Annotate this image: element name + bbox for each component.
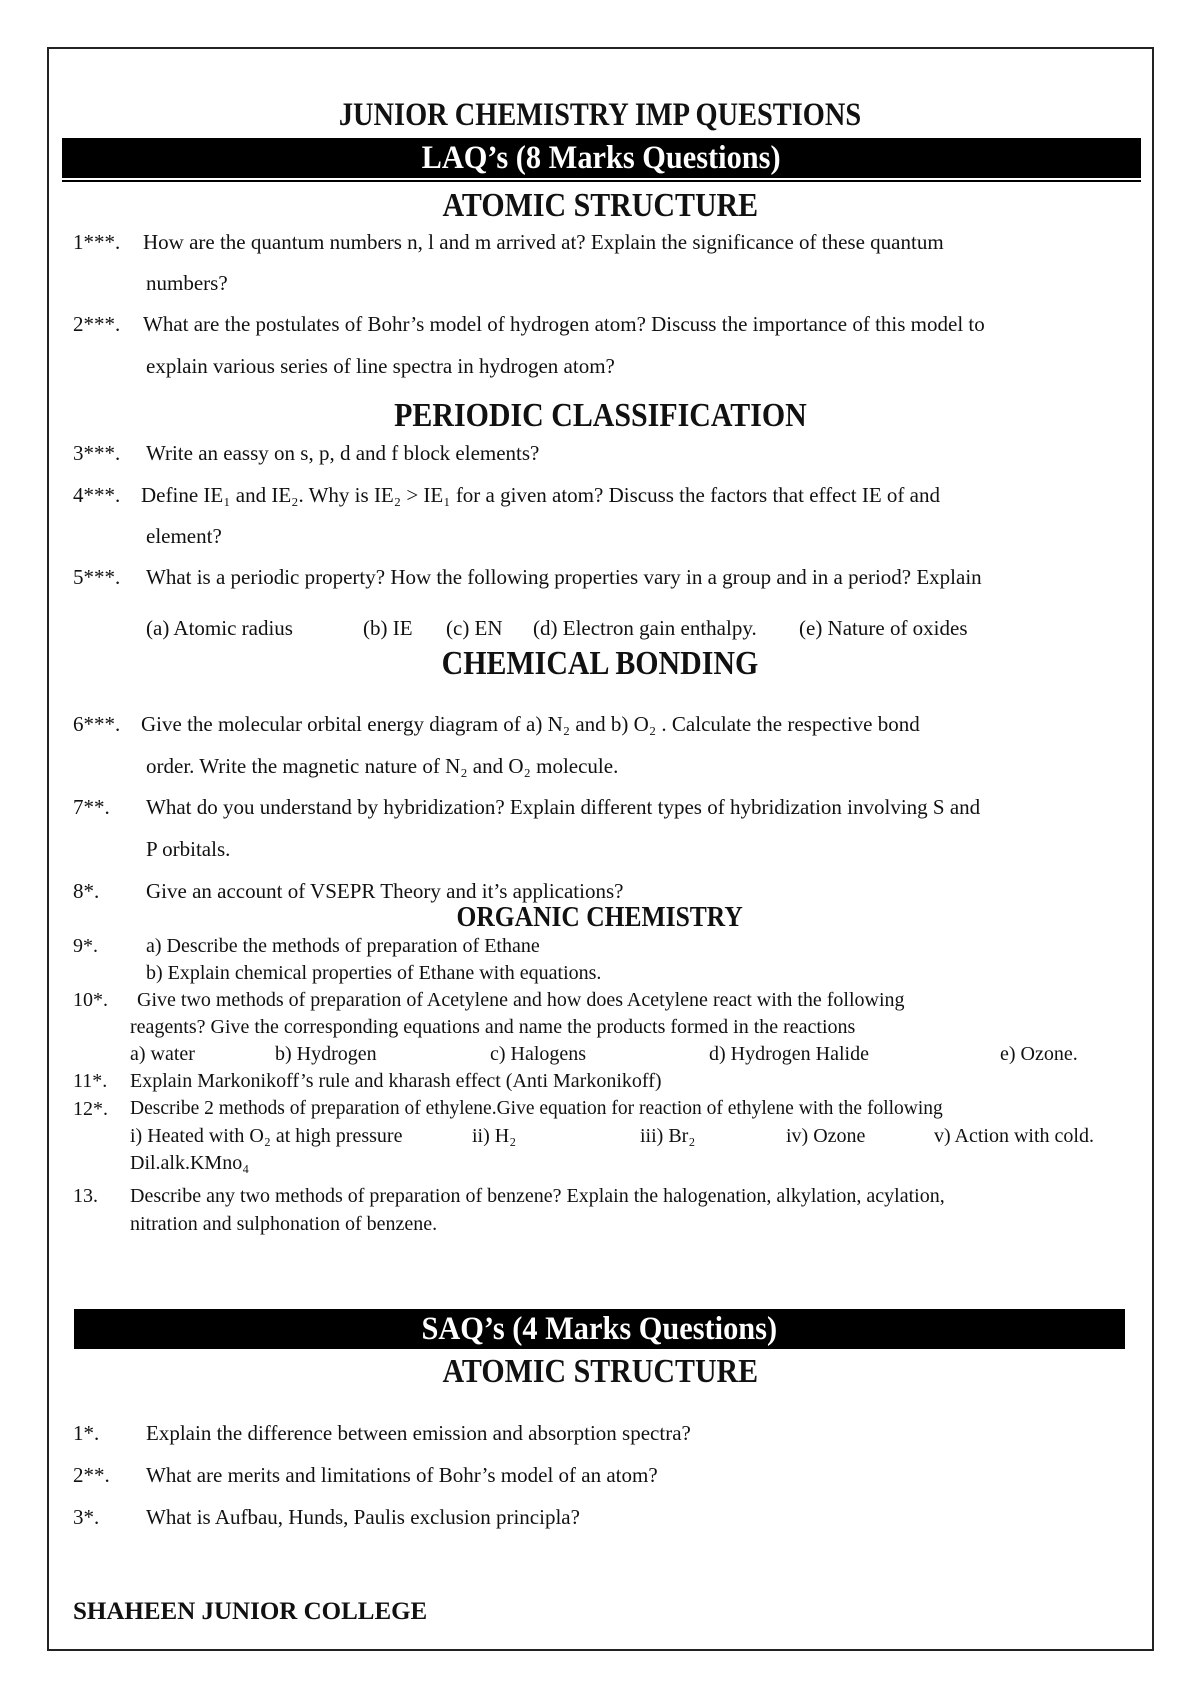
question-text: element? [146,524,222,548]
question-text: Give an account of VSEPR Theory and it’s applications? [146,879,624,903]
option-text: v) Action with cold. [934,1125,1094,1147]
option-text: a) water [130,1043,195,1065]
question-text: P orbitals. [146,837,231,861]
question-text: What do you understand by hybridization? Explain different types of hybridization involving S and [146,795,981,819]
question-text: Give the molecular orbital energy diagram of a) N₂ and b) O₂ . Calculate the respective bond [141,712,920,736]
question-number: 11*. [73,1070,108,1092]
question-text: Define IE₁ and IE₂. Why is IE₂ > IE₁ for a given atom? Discuss the factors that effect IE of and [141,483,940,507]
question-number: 4***. [73,483,121,507]
question-number: 7**. [73,795,110,819]
question-number: 5***. [73,565,121,589]
option-text: (c) EN [446,616,503,640]
question-number: 3***. [73,441,121,465]
question-number: 8*. [73,879,100,903]
question-text: Explain Markonikoff’s rule and kharash effect (Anti Markonikoff) [130,1070,662,1092]
option-text: (e) Nature of oxides [799,616,968,640]
option-text: d) Hydrogen Halide [709,1043,869,1065]
question-text: What is Aufbau, Hunds, Paulis exclusion principla? [146,1505,580,1529]
option-text: iv) Ozone [786,1125,866,1147]
question-text: Describe 2 methods of preparation of ethylene.Give equation for reaction of ethylene with the following [130,1098,943,1119]
question-number: 1*. [73,1421,100,1445]
college-name-footer: SHAHEEN JUNIOR COLLEGE [73,1598,428,1625]
question-text: Give two methods of preparation of Acetylene and how does Acetylene react with the following [137,989,905,1011]
question-text: Dil.alk.KMno₄ [130,1152,250,1174]
question-text: What are merits and limitations of Bohr’s model of an atom? [146,1463,658,1487]
option-text: ii) H₂ [472,1125,517,1147]
question-text: b) Explain chemical properties of Ethane with equations. [146,962,602,984]
question-text: Write an eassy on s, p, d and f block elements? [146,441,540,465]
question-number: 13. [73,1185,98,1207]
question-text: What is a periodic property? How the following properties vary in a group and in a period? Explain [146,565,982,589]
question-text: order. Write the magnetic nature of N₂ and O₂ molecule. [146,754,619,778]
question-number: 10*. [73,989,108,1011]
heading-organic-chemistry: ORGANIC CHEMISTRY [456,901,744,933]
question-text: Describe any two methods of preparation of benzene? Explain the halogenation, alkylation, acylation, [130,1185,945,1207]
heading-chemical-bonding: CHEMICAL BONDING [441,645,759,682]
option-text: (b) IE [363,616,413,640]
laq-banner-rule [62,180,1141,182]
option-text: i) Heated with O₂ at high pressure [130,1125,403,1147]
heading-atomic-structure: ATOMIC STRUCTURE [442,187,758,224]
document-title: JUNIOR CHEMISTRY IMP QUESTIONS [338,97,862,133]
question-text: What are the postulates of Bohr’s model of hydrogen atom? Discuss the importance of this model to [143,312,985,336]
question-text: How are the quantum numbers n, l and m arrived at? Explain the significance of these quantum [143,230,944,254]
saq-heading: SAQ’s (4 Marks Questions) [421,1311,778,1347]
laq-heading: LAQ’s (8 Marks Questions) [421,140,781,176]
heading-saq-atomic-structure: ATOMIC STRUCTURE [442,1353,758,1390]
question-text: numbers? [146,271,228,295]
question-number: 3*. [73,1505,100,1529]
question-number: 2**. [73,1463,110,1487]
heading-periodic-classification: PERIODIC CLASSIFICATION [393,397,807,434]
question-number: 9*. [73,935,98,957]
question-text: Explain the difference between emission and absorption spectra? [146,1421,691,1445]
option-text: iii) Br₂ [640,1125,696,1147]
saq-banner [74,1309,1125,1349]
question-number: 12*. [73,1098,108,1120]
question-number: 1***. [73,230,121,254]
option-text: e) Ozone. [1000,1043,1078,1065]
laq-banner [62,138,1141,178]
option-text: (a) Atomic radius [146,616,293,640]
option-text: b) Hydrogen [275,1043,377,1065]
question-text: explain various series of line spectra in hydrogen atom? [146,354,615,378]
question-text: reagents? Give the corresponding equations and name the products formed in the reactions [130,1016,856,1038]
option-text: c) Halogens [490,1043,587,1065]
question-number: 2***. [73,312,121,336]
question-number: 6***. [73,712,121,736]
question-text: a) Describe the methods of preparation of Ethane [146,935,540,957]
option-text: (d) Electron gain enthalpy. [533,616,757,640]
question-text: nitration and sulphonation of benzene. [130,1213,438,1235]
